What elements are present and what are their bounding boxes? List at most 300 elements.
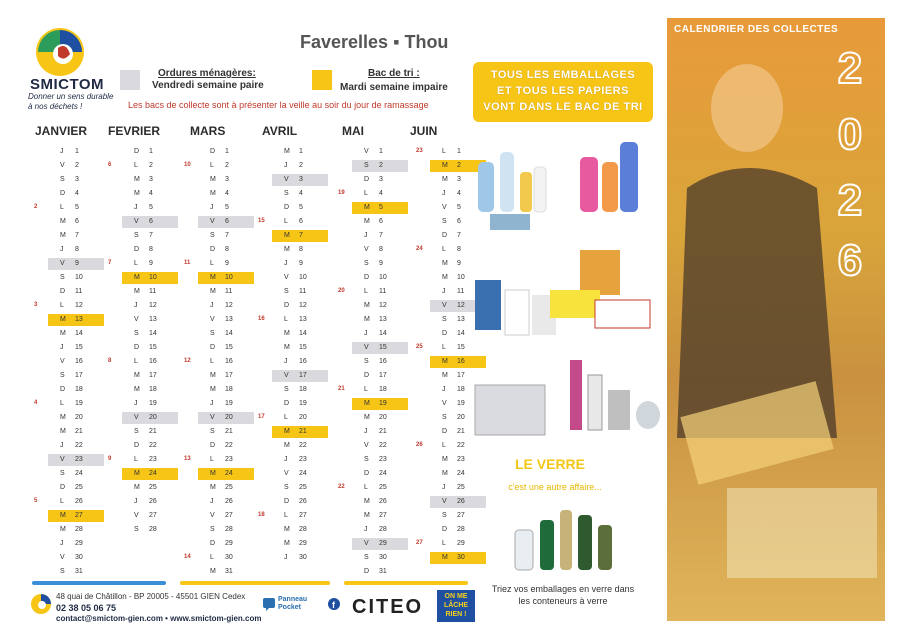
weekday-letter: L (210, 456, 214, 463)
day-cell (352, 524, 408, 536)
day-number: 19 (149, 400, 157, 407)
day-number: 15 (75, 344, 83, 351)
weekday-letter: D (364, 470, 370, 477)
day-number: 25 (457, 484, 465, 491)
day-cell (48, 300, 104, 312)
weekday-letter: D (210, 540, 216, 547)
day-number: 28 (149, 526, 157, 533)
day-cell (198, 538, 254, 550)
day-number: 16 (299, 358, 307, 365)
weekday-letter: S (442, 414, 447, 421)
week-number: 15 (258, 218, 265, 224)
week-number: 8 (108, 358, 112, 364)
day-cell (272, 286, 328, 298)
weekday-letter: S (60, 470, 65, 477)
weekday-letter: L (442, 442, 446, 449)
weekday-letter: M (60, 330, 66, 337)
day-cell (272, 454, 328, 466)
weekday-letter: J (284, 260, 288, 267)
day-number: 23 (75, 456, 83, 463)
day-cell (48, 538, 104, 550)
legend-tri-title: Bac de tri : (368, 68, 420, 79)
year-digit: 2 (837, 44, 863, 93)
day-number: 14 (379, 330, 387, 337)
day-cell (352, 398, 408, 410)
weekday-letter: M (210, 372, 216, 379)
weekday-letter: S (134, 330, 139, 337)
day-number: 26 (457, 498, 465, 505)
day-cell (48, 230, 104, 242)
weekday-letter: M (284, 232, 290, 239)
week-number: 16 (258, 316, 265, 322)
day-number: 27 (379, 512, 387, 519)
day-cell (48, 468, 104, 480)
legend-tri-swatch (312, 70, 332, 90)
day-cell (48, 510, 104, 522)
day-cell (48, 342, 104, 354)
day-cell (198, 314, 254, 326)
day-number: 17 (457, 372, 465, 379)
day-cell (198, 146, 254, 158)
weekday-letter: M (364, 414, 370, 421)
weekday-letter: L (210, 162, 214, 169)
week-number: 12 (184, 358, 191, 364)
weekday-letter: M (442, 470, 448, 477)
day-cell (122, 356, 178, 368)
day-cell (122, 300, 178, 312)
day-cell (272, 230, 328, 242)
day-number: 18 (457, 386, 465, 393)
weekday-letter: L (442, 148, 446, 155)
day-number: 17 (299, 372, 307, 379)
week-number: 14 (184, 554, 191, 560)
day-cell (272, 272, 328, 284)
day-cell (122, 454, 178, 466)
weekday-letter: M (210, 470, 216, 477)
day-cell (48, 524, 104, 536)
day-number: 1 (225, 148, 229, 155)
day-number: 20 (225, 414, 233, 421)
weekday-letter: S (210, 330, 215, 337)
weekday-letter: M (364, 498, 370, 505)
day-number: 12 (379, 302, 387, 309)
day-cell (352, 482, 408, 494)
weekday-letter: M (284, 428, 290, 435)
day-number: 3 (75, 176, 79, 183)
weekday-letter: L (284, 316, 288, 323)
day-cell (48, 244, 104, 256)
week-number: 13 (184, 456, 191, 462)
day-cell (122, 244, 178, 256)
day-number: 11 (299, 288, 307, 295)
callout-line: ET TOUS LES PAPIERS (497, 85, 629, 97)
day-number: 14 (149, 330, 157, 337)
day-number: 23 (379, 456, 387, 463)
month-header: JUIN (410, 124, 438, 138)
day-number: 13 (379, 316, 387, 323)
weekday-letter: J (364, 526, 368, 533)
weekday-letter: S (134, 232, 139, 239)
day-number: 9 (457, 260, 461, 267)
day-number: 15 (457, 344, 465, 351)
week-number: 18 (258, 512, 265, 518)
weekday-letter: L (60, 302, 64, 309)
glass-sorting-note: Triez vos emballages en verre dans les conteneurs à verre (491, 584, 635, 606)
day-cell (272, 398, 328, 410)
day-cell (198, 188, 254, 200)
day-number: 2 (379, 162, 383, 169)
weekday-letter: L (210, 554, 214, 561)
weekday-letter: M (284, 148, 290, 155)
weekday-letter: V (284, 372, 289, 379)
day-number: 21 (457, 428, 465, 435)
day-cell (430, 524, 486, 536)
weekday-letter: D (284, 302, 290, 309)
day-number: 24 (75, 470, 83, 477)
legend-om-title: Ordures ménagères: (158, 68, 256, 79)
weekday-letter: L (60, 400, 64, 407)
day-number: 10 (75, 274, 83, 281)
glass-bottles-icon (510, 505, 620, 573)
day-number: 10 (299, 274, 307, 281)
day-cell (48, 216, 104, 228)
day-number: 8 (149, 246, 153, 253)
day-cell (352, 258, 408, 270)
weekday-letter: M (284, 442, 290, 449)
weekday-letter: L (134, 456, 138, 463)
day-number: 18 (299, 386, 307, 393)
day-cell (352, 286, 408, 298)
day-cell (122, 412, 178, 424)
day-cell (48, 258, 104, 270)
week-number: 11 (184, 260, 191, 266)
day-number: 6 (149, 218, 153, 225)
day-number: 7 (457, 232, 461, 239)
day-cell (272, 244, 328, 256)
day-number: 20 (457, 414, 465, 421)
day-cell (430, 468, 486, 480)
day-number: 9 (149, 260, 153, 267)
day-cell (272, 510, 328, 522)
day-number: 3 (299, 176, 303, 183)
year-digit: 0 (837, 110, 863, 159)
day-number: 26 (149, 498, 157, 505)
svg-text:f: f (332, 600, 335, 610)
day-number: 25 (75, 484, 83, 491)
day-number: 6 (75, 218, 79, 225)
weekday-letter: D (284, 204, 290, 211)
weekday-letter: L (284, 414, 288, 421)
weekday-letter: D (442, 330, 448, 337)
badge-line: RIEN ! (445, 611, 467, 618)
day-cell (198, 524, 254, 536)
day-cell (430, 454, 486, 466)
day-cell (198, 566, 254, 578)
day-cell (352, 202, 408, 214)
day-cell (48, 272, 104, 284)
day-number: 26 (225, 498, 233, 505)
day-number: 8 (379, 246, 383, 253)
day-cell (122, 398, 178, 410)
day-cell (198, 342, 254, 354)
weekday-letter: M (364, 512, 370, 519)
weekday-letter: V (60, 162, 65, 169)
weekday-letter: M (134, 190, 140, 197)
day-number: 28 (457, 526, 465, 533)
day-number: 14 (299, 330, 307, 337)
day-number: 24 (299, 470, 307, 477)
weekday-letter: M (364, 316, 370, 323)
day-cell (352, 370, 408, 382)
weekday-letter: J (60, 148, 64, 155)
weekday-letter: J (364, 330, 368, 337)
panneau-pocket-label (278, 596, 307, 612)
legend-om-sub: Vendredi semaine paire (152, 80, 264, 91)
month-header: MAI (342, 124, 364, 138)
day-cell (272, 258, 328, 270)
weekday-letter: D (60, 288, 66, 295)
weekday-letter: M (442, 162, 448, 169)
day-number: 22 (225, 442, 233, 449)
day-cell (198, 272, 254, 284)
day-cell (352, 188, 408, 200)
day-number: 24 (379, 470, 387, 477)
day-number: 31 (75, 568, 83, 575)
weekday-letter: J (134, 204, 138, 211)
day-number: 15 (225, 344, 233, 351)
day-number: 3 (149, 176, 153, 183)
weekday-letter: D (134, 344, 140, 351)
weekday-letter: M (60, 428, 66, 435)
day-cell (352, 538, 408, 550)
weekday-letter: L (60, 498, 64, 505)
day-number: 9 (75, 260, 79, 267)
week-number: 17 (258, 414, 265, 420)
day-cell (48, 454, 104, 466)
day-cell (272, 496, 328, 508)
day-number: 10 (457, 274, 465, 281)
day-number: 30 (379, 554, 387, 561)
day-number: 9 (299, 260, 303, 267)
weekday-letter: J (442, 484, 446, 491)
day-number: 16 (457, 358, 465, 365)
weekday-letter: D (134, 148, 140, 155)
smictom-logo (30, 26, 90, 78)
day-cell (122, 510, 178, 522)
panneau-line: Pocket (278, 604, 301, 611)
day-number: 3 (379, 176, 383, 183)
weekday-letter: M (134, 386, 140, 393)
day-number: 31 (379, 568, 387, 575)
day-cell (272, 300, 328, 312)
weekday-letter: M (442, 456, 448, 463)
day-number: 11 (225, 288, 233, 295)
day-number: 28 (299, 526, 307, 533)
day-number: 18 (225, 386, 233, 393)
week-number: 4 (34, 400, 38, 406)
day-cell (352, 440, 408, 452)
weekday-letter: S (284, 484, 289, 491)
day-cell (48, 552, 104, 564)
day-number: 27 (225, 512, 233, 519)
week-number: 10 (184, 162, 191, 168)
weekday-letter: L (134, 260, 138, 267)
day-cell (122, 202, 178, 214)
legend-om-swatch (120, 70, 140, 90)
weekday-letter: L (60, 204, 64, 211)
week-number: 19 (338, 190, 345, 196)
day-cell (272, 202, 328, 214)
day-cell (272, 216, 328, 228)
weekday-letter: V (60, 456, 65, 463)
weekday-letter: D (134, 246, 140, 253)
weekday-letter: V (60, 358, 65, 365)
day-number: 1 (299, 148, 303, 155)
weekday-letter: S (284, 190, 289, 197)
day-cell (48, 426, 104, 438)
day-cell (48, 286, 104, 298)
day-cell (272, 328, 328, 340)
day-number: 16 (225, 358, 233, 365)
day-number: 1 (457, 148, 461, 155)
day-number: 14 (75, 330, 83, 337)
day-number: 7 (379, 232, 383, 239)
citeo-logo: CITEO (352, 596, 424, 618)
plastic-bottles-icon (470, 132, 650, 232)
weekday-letter: V (442, 204, 447, 211)
weekday-letter: V (210, 414, 215, 421)
day-number: 19 (299, 400, 307, 407)
day-cell (48, 160, 104, 172)
weekday-letter: L (442, 246, 446, 253)
weekday-letter: V (210, 512, 215, 519)
day-number: 25 (299, 484, 307, 491)
weekday-letter: M (60, 512, 66, 519)
day-number: 1 (379, 148, 383, 155)
weekday-letter: L (134, 358, 138, 365)
day-cell (122, 272, 178, 284)
day-cell (430, 538, 486, 550)
weekday-letter: D (60, 386, 66, 393)
day-cell (272, 160, 328, 172)
day-number: 4 (299, 190, 303, 197)
day-cell (352, 356, 408, 368)
day-number: 1 (75, 148, 79, 155)
day-cell (352, 216, 408, 228)
weekday-letter: V (442, 498, 447, 505)
week-number: 9 (108, 456, 112, 462)
weekday-letter: J (442, 386, 446, 393)
day-cell (198, 426, 254, 438)
day-number: 26 (299, 498, 307, 505)
weekday-letter: S (210, 428, 215, 435)
weekday-letter: V (60, 260, 65, 267)
weekday-letter: V (134, 218, 139, 225)
smictom-footer-logo (30, 593, 52, 615)
weekday-letter: J (60, 344, 64, 351)
day-number: 31 (225, 568, 233, 575)
divider-bar (32, 581, 166, 585)
day-number: 28 (379, 526, 387, 533)
year-digit: 2 (837, 176, 863, 225)
glass-subtitle: c'est une autre affaire... (508, 482, 602, 492)
day-number: 21 (225, 428, 233, 435)
day-number: 10 (149, 274, 157, 281)
weekday-letter: D (442, 428, 448, 435)
day-number: 14 (457, 330, 465, 337)
weekday-letter: J (60, 246, 64, 253)
day-cell (352, 328, 408, 340)
collection-note: Les bacs de collecte sont à présenter la veille au soir du jour de ramassage (128, 100, 429, 110)
day-number: 23 (149, 456, 157, 463)
day-cell (352, 566, 408, 578)
day-cell (430, 510, 486, 522)
weekday-letter: M (284, 526, 290, 533)
day-cell (122, 230, 178, 242)
weekday-letter: D (364, 176, 370, 183)
day-number: 5 (379, 204, 383, 211)
day-number: 22 (379, 442, 387, 449)
weekday-letter: V (442, 400, 447, 407)
weekday-letter: D (134, 442, 140, 449)
day-number: 30 (299, 554, 307, 561)
week-number: 20 (338, 288, 345, 294)
weekday-letter: M (60, 218, 66, 225)
legend-tri-sub: Mardi semaine impaire (340, 82, 448, 93)
day-cell (122, 426, 178, 438)
day-number: 11 (457, 288, 465, 295)
weekday-letter: S (442, 512, 447, 519)
day-number: 23 (299, 456, 307, 463)
day-cell (198, 300, 254, 312)
day-cell (48, 146, 104, 158)
day-number: 7 (299, 232, 303, 239)
day-cell (122, 328, 178, 340)
facebook-icon[interactable] (328, 598, 340, 610)
day-cell (272, 342, 328, 354)
day-cell (272, 370, 328, 382)
day-number: 29 (299, 540, 307, 547)
day-number: 19 (379, 400, 387, 407)
day-cell (272, 440, 328, 452)
weekday-letter: M (210, 484, 216, 491)
day-number: 3 (457, 176, 461, 183)
weekday-letter: M (134, 176, 140, 183)
day-cell (122, 188, 178, 200)
day-cell (48, 314, 104, 326)
day-cell (122, 468, 178, 480)
day-cell (198, 482, 254, 494)
day-number: 15 (379, 344, 387, 351)
day-number: 2 (299, 162, 303, 169)
day-cell (198, 370, 254, 382)
day-number: 20 (379, 414, 387, 421)
week-number: 24 (416, 246, 423, 252)
day-number: 13 (457, 316, 465, 323)
day-number: 11 (75, 288, 83, 295)
weekday-letter: L (364, 484, 368, 491)
day-cell (198, 244, 254, 256)
weekday-letter: M (442, 372, 448, 379)
day-number: 6 (379, 218, 383, 225)
day-cell (48, 440, 104, 452)
weekday-letter: S (364, 260, 369, 267)
day-cell (352, 412, 408, 424)
day-number: 5 (299, 204, 303, 211)
weekday-letter: L (442, 540, 446, 547)
weekday-letter: M (442, 554, 448, 561)
day-cell (352, 244, 408, 256)
